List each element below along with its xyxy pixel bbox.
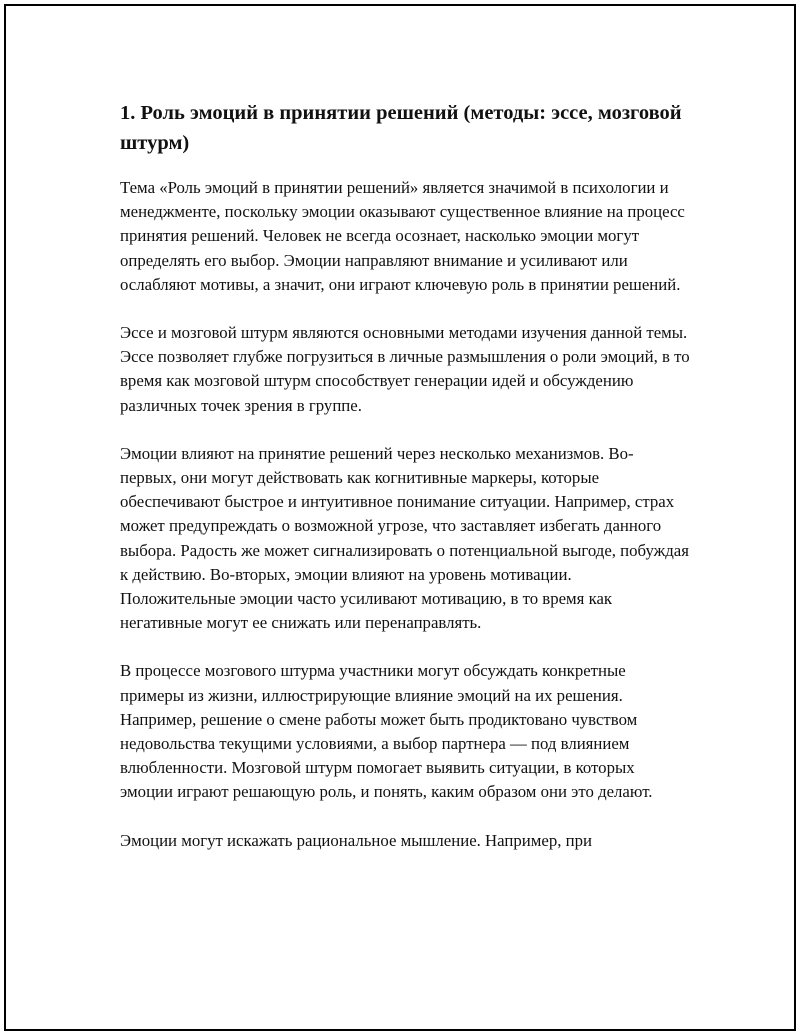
- document-body: [120, 98, 690, 877]
- paragraph-2: Эссе и мозговой штурм являются основными методами изучения данной темы. Эссе позволяет глубже погрузиться в личные размышления о роли эмоций, в то время как мозговой штурм способствует генерации идей и обсуждению различных точек зрения в группе.: [120, 323, 690, 415]
- document-page: [4, 4, 796, 1031]
- paragraph-1: Тема «Роль эмоций в принятии решений» является значимой в психологии и менеджменте, поскольку эмоции оказывают существенное влияние на процесс принятия решений. Человек не всегда осознает, насколько эмоции могут определять его выбор. Эмоции направляют внимание и усиливают или ослабляют мотивы, а значит, они играют ключевую роль в принятии решений.: [120, 178, 685, 294]
- paragraph-3: Эмоции влияют на принятие решений через несколько механизмов. Во-первых, они могут действовать как когнитивные маркеры, которые обеспечивают быстрое и интуитивное понимание ситуации. Например, страх может предупреждать о возможной угрозе, что заставляет избегать данного выбора. Радость же может сигнализировать о потенциальной выгоде, побуждая к действию. Во-вторых, эмоции влияют на уровень мотивации. Положительные эмоции часто усиливают мотивацию, в то время как негативные могут ее снижать или перенаправлять.: [120, 443, 689, 633]
- paragraph-4: В процессе мозгового штурма участники могут обсуждать конкретные примеры из жизни, иллюстрирующие влияние эмоций на их решения. Например, решение о смене работы может быть продиктовано чувством недовольства текущими условиями, а выбор партнера — под влиянием влюбленности. Мозговой штурм помогает выявить ситуации, в которых эмоции играют решающую роль, и понять, каким образом они это делают.: [120, 661, 653, 802]
- paragraph-5: Эмоции могут искажать рациональное мышление. Например, при: [120, 830, 592, 850]
- section-heading: 1. Роль эмоций в принятии решений (методы: эссе, мозговой штурм): [120, 102, 682, 154]
